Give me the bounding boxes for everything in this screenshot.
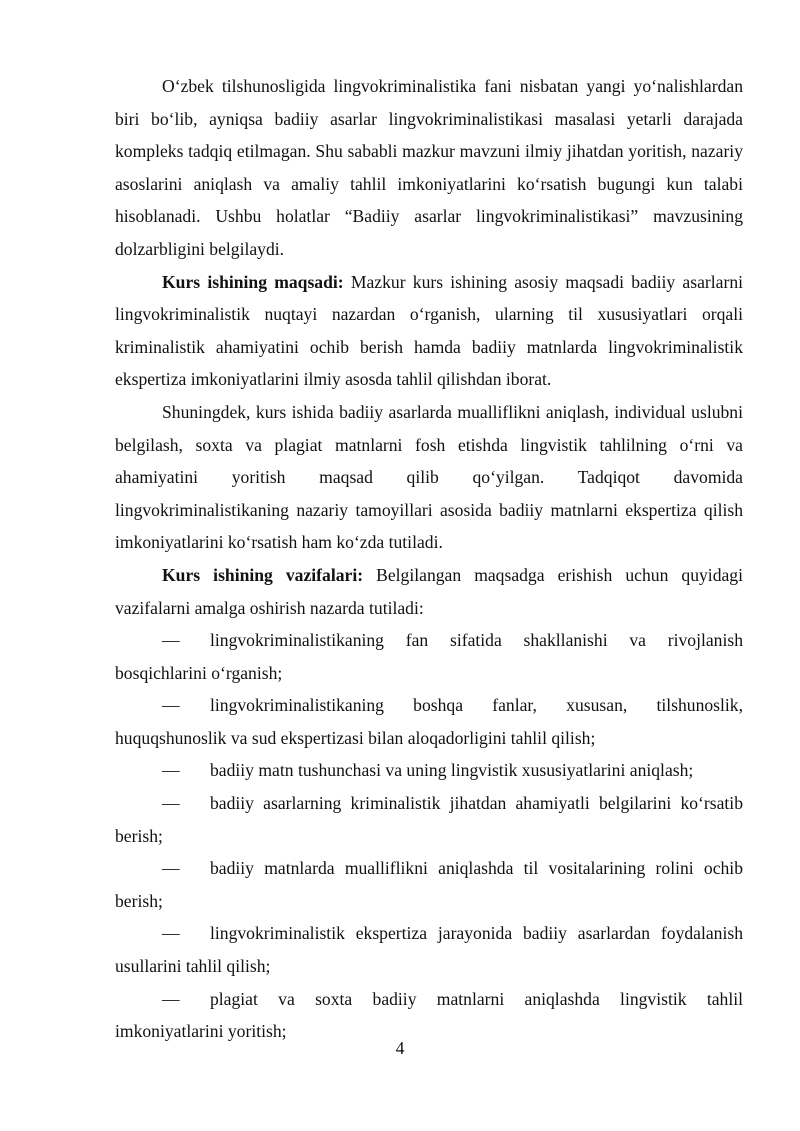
also-paragraph: Shuningdek, kurs ishida badiiy asarlarda mualliflikni aniqlash, individual uslubni belgilash, soxta va plagiat matnlarni fosh etishda lingvistik tahlilning o‘rni va ahamiyatini yoritish maqsad qilib qo‘yilgan. Tadqiqot davomida lingvokriminalistikaning nazariy tamoyillari asosida badiiy matnlarni ekspertiza qilish imkoniyatlarini ko‘rsatish ham ko‘zda tutiladi. <box>115 401 743 553</box>
list-item <box>115 852 743 917</box>
tasks-text: Belgilangan maqsadga erishish uchun quyidagi vazifalarni amalga oshirish nazarda tutiladi: <box>115 564 743 618</box>
dash-bullet: — <box>162 695 180 716</box>
goal-text: Mazkur kurs ishining asosiy maqsadi badiiy asarlarni lingvokriminalistik nuqtayi nazardan o‘rganish, ularning til xususiyatlari orqali kriminalistik ahamiyatini ochib berish hamda badiiy matnlarda lingvokriminalistik ekspertiza imkoniyatlarini ilmiy asosda tahlil qilishdan iborat. <box>115 271 743 390</box>
list-item-text: badiiy matnlarda mualliflikni aniqlashda til vositalarining rolini ochib berish; <box>115 858 743 911</box>
dash-bullet: — <box>162 858 180 879</box>
list-item-text: badiiy asarlarning kriminalistik jihatdan ahamiyatli belgilarini ko‘rsatib berish; <box>115 793 743 846</box>
list-item-text: plagiat va soxta badiiy matnlarni aniqlashda lingvistik tahlil imkoniyatlarini yoritish; <box>115 988 743 1042</box>
list-item <box>115 624 743 689</box>
list-item-text: lingvokriminalistikaning fan sifatida shakllanishi va rivojlanish bosqichlarini o‘rganish; <box>115 630 743 683</box>
tasks-heading: Kurs ishining vazifalari: <box>162 564 364 585</box>
dash-bullet: — <box>162 760 180 781</box>
document-page <box>115 70 743 1048</box>
goal-paragraph <box>115 266 743 396</box>
dash-bullet: — <box>162 988 180 1009</box>
intro-paragraph: O‘zbek tilshunosligida lingvokriminalistika fani nisbatan yangi yo‘nalishlardan biri bo‘lib, ayniqsa badiiy asarlar lingvokriminalistikasi masalasi yetarli darajada kompleks tadqiq etilmagan. Shu sababli mazkur mavzuni ilmiy jihatdan yoritish, nazariy asoslarini aniqlash va amaliy tahlil imkoniyatlarini ko‘rsatish bugungi kun talabi hisoblanadi. Ushbu holatlar “Badiiy asarlar lingvokriminalistikasi” mavzusining dolzarbligini belgilaydi. <box>115 76 743 259</box>
dash-bullet: — <box>162 923 180 944</box>
list-item <box>115 689 743 754</box>
list-item-text: badiiy matn tushunchasi va uning lingvistik xususiyatlarini aniqlash; <box>210 760 694 781</box>
page-number: 4 <box>395 1038 405 1058</box>
list-item-text: lingvokriminalistikaning boshqa fanlar, xususan, tilshunoslik, huquqshunoslik va sud ekspertizasi bilan aloqadorligini tahlil qilish; <box>115 695 743 748</box>
list-item <box>115 917 743 982</box>
list-item <box>115 787 743 852</box>
dash-bullet: — <box>162 630 180 651</box>
list-item <box>115 754 743 787</box>
dash-bullet: — <box>162 793 180 814</box>
goal-heading: Kurs ishining maqsadi: <box>162 271 344 292</box>
list-item-text: lingvokriminalistik ekspertiza jarayonida badiiy asarlardan foydalanish usullarini tahlil qilish; <box>115 923 743 977</box>
tasks-paragraph <box>115 559 743 624</box>
